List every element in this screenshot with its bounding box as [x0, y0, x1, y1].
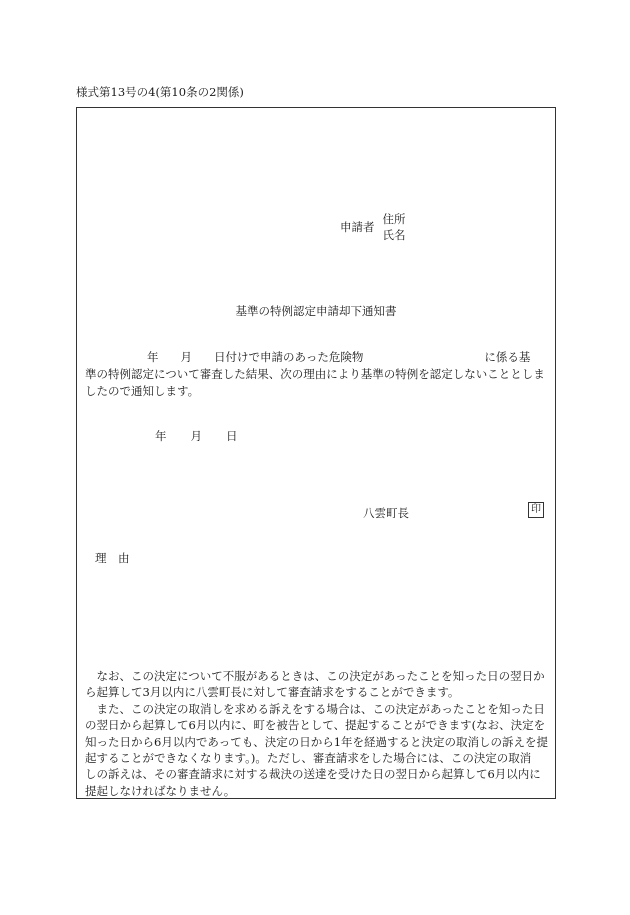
issuer-title: 八雲町長: [363, 506, 409, 520]
notes-line: 起することができなくなります。)。ただし、審査請求をした場合には、この決定の取消: [85, 751, 532, 766]
notes-line: また、この決定の取消しを求める訴えをする場合は、この決定があったことを知った日: [85, 701, 545, 716]
body-text: [85, 349, 547, 400]
body-line1-end: に係る基: [484, 350, 531, 364]
form-frame: [76, 107, 556, 799]
body-year-label: 年: [147, 350, 159, 364]
date-month-label: 月: [190, 429, 202, 443]
body-line-3: したので通知します。: [85, 384, 200, 398]
document-title: 基準の特例認定申請却下通知書: [235, 304, 397, 318]
notes-line: 提起しなければなりません。: [85, 783, 236, 798]
body-line-1: [85, 349, 547, 366]
body-line-2: 準の特例認定について審査した結果、次の理由により基準の特例を認定しないこととしま: [85, 367, 545, 381]
date-day-label: 日: [226, 429, 238, 443]
applicant-label: 申請者: [340, 220, 375, 234]
body-month-label: 月: [180, 350, 192, 364]
date-year-label: 年: [155, 429, 167, 443]
seal-mark: 印: [528, 502, 544, 518]
address-label: 住所: [382, 212, 406, 226]
notes-line: 知った日から6月以内であっても、決定の日から1年を経過すると決定の取消しの訴えを提: [85, 734, 549, 749]
notes-line: しの訴えは、その審査請求に対する裁決の送達を受けた日の翌日から起算して6月以内に: [85, 767, 541, 782]
form-number: 様式第13号の4(第10条の2関係): [76, 85, 244, 99]
notice-date: [155, 428, 238, 444]
reason-label: 理 由: [95, 551, 130, 565]
body-line1-mid: 日付けで申請のあった危険物: [214, 350, 364, 364]
notes-line: の翌日から起算して6月以内に、町を被告として、提起することができます(なお、決定を: [85, 718, 546, 733]
name-label: 氏名: [382, 228, 406, 242]
notes-line: ら起算して3月以内に八雲町長に対して審査請求をすることができます。: [85, 685, 460, 700]
notes-block: [85, 668, 549, 799]
notes-line: なお、この決定について不服があるときは、この決定があったことを知った日の翌日か: [85, 669, 545, 683]
applicant-fields: [383, 211, 406, 243]
applicant-block: [340, 211, 406, 243]
